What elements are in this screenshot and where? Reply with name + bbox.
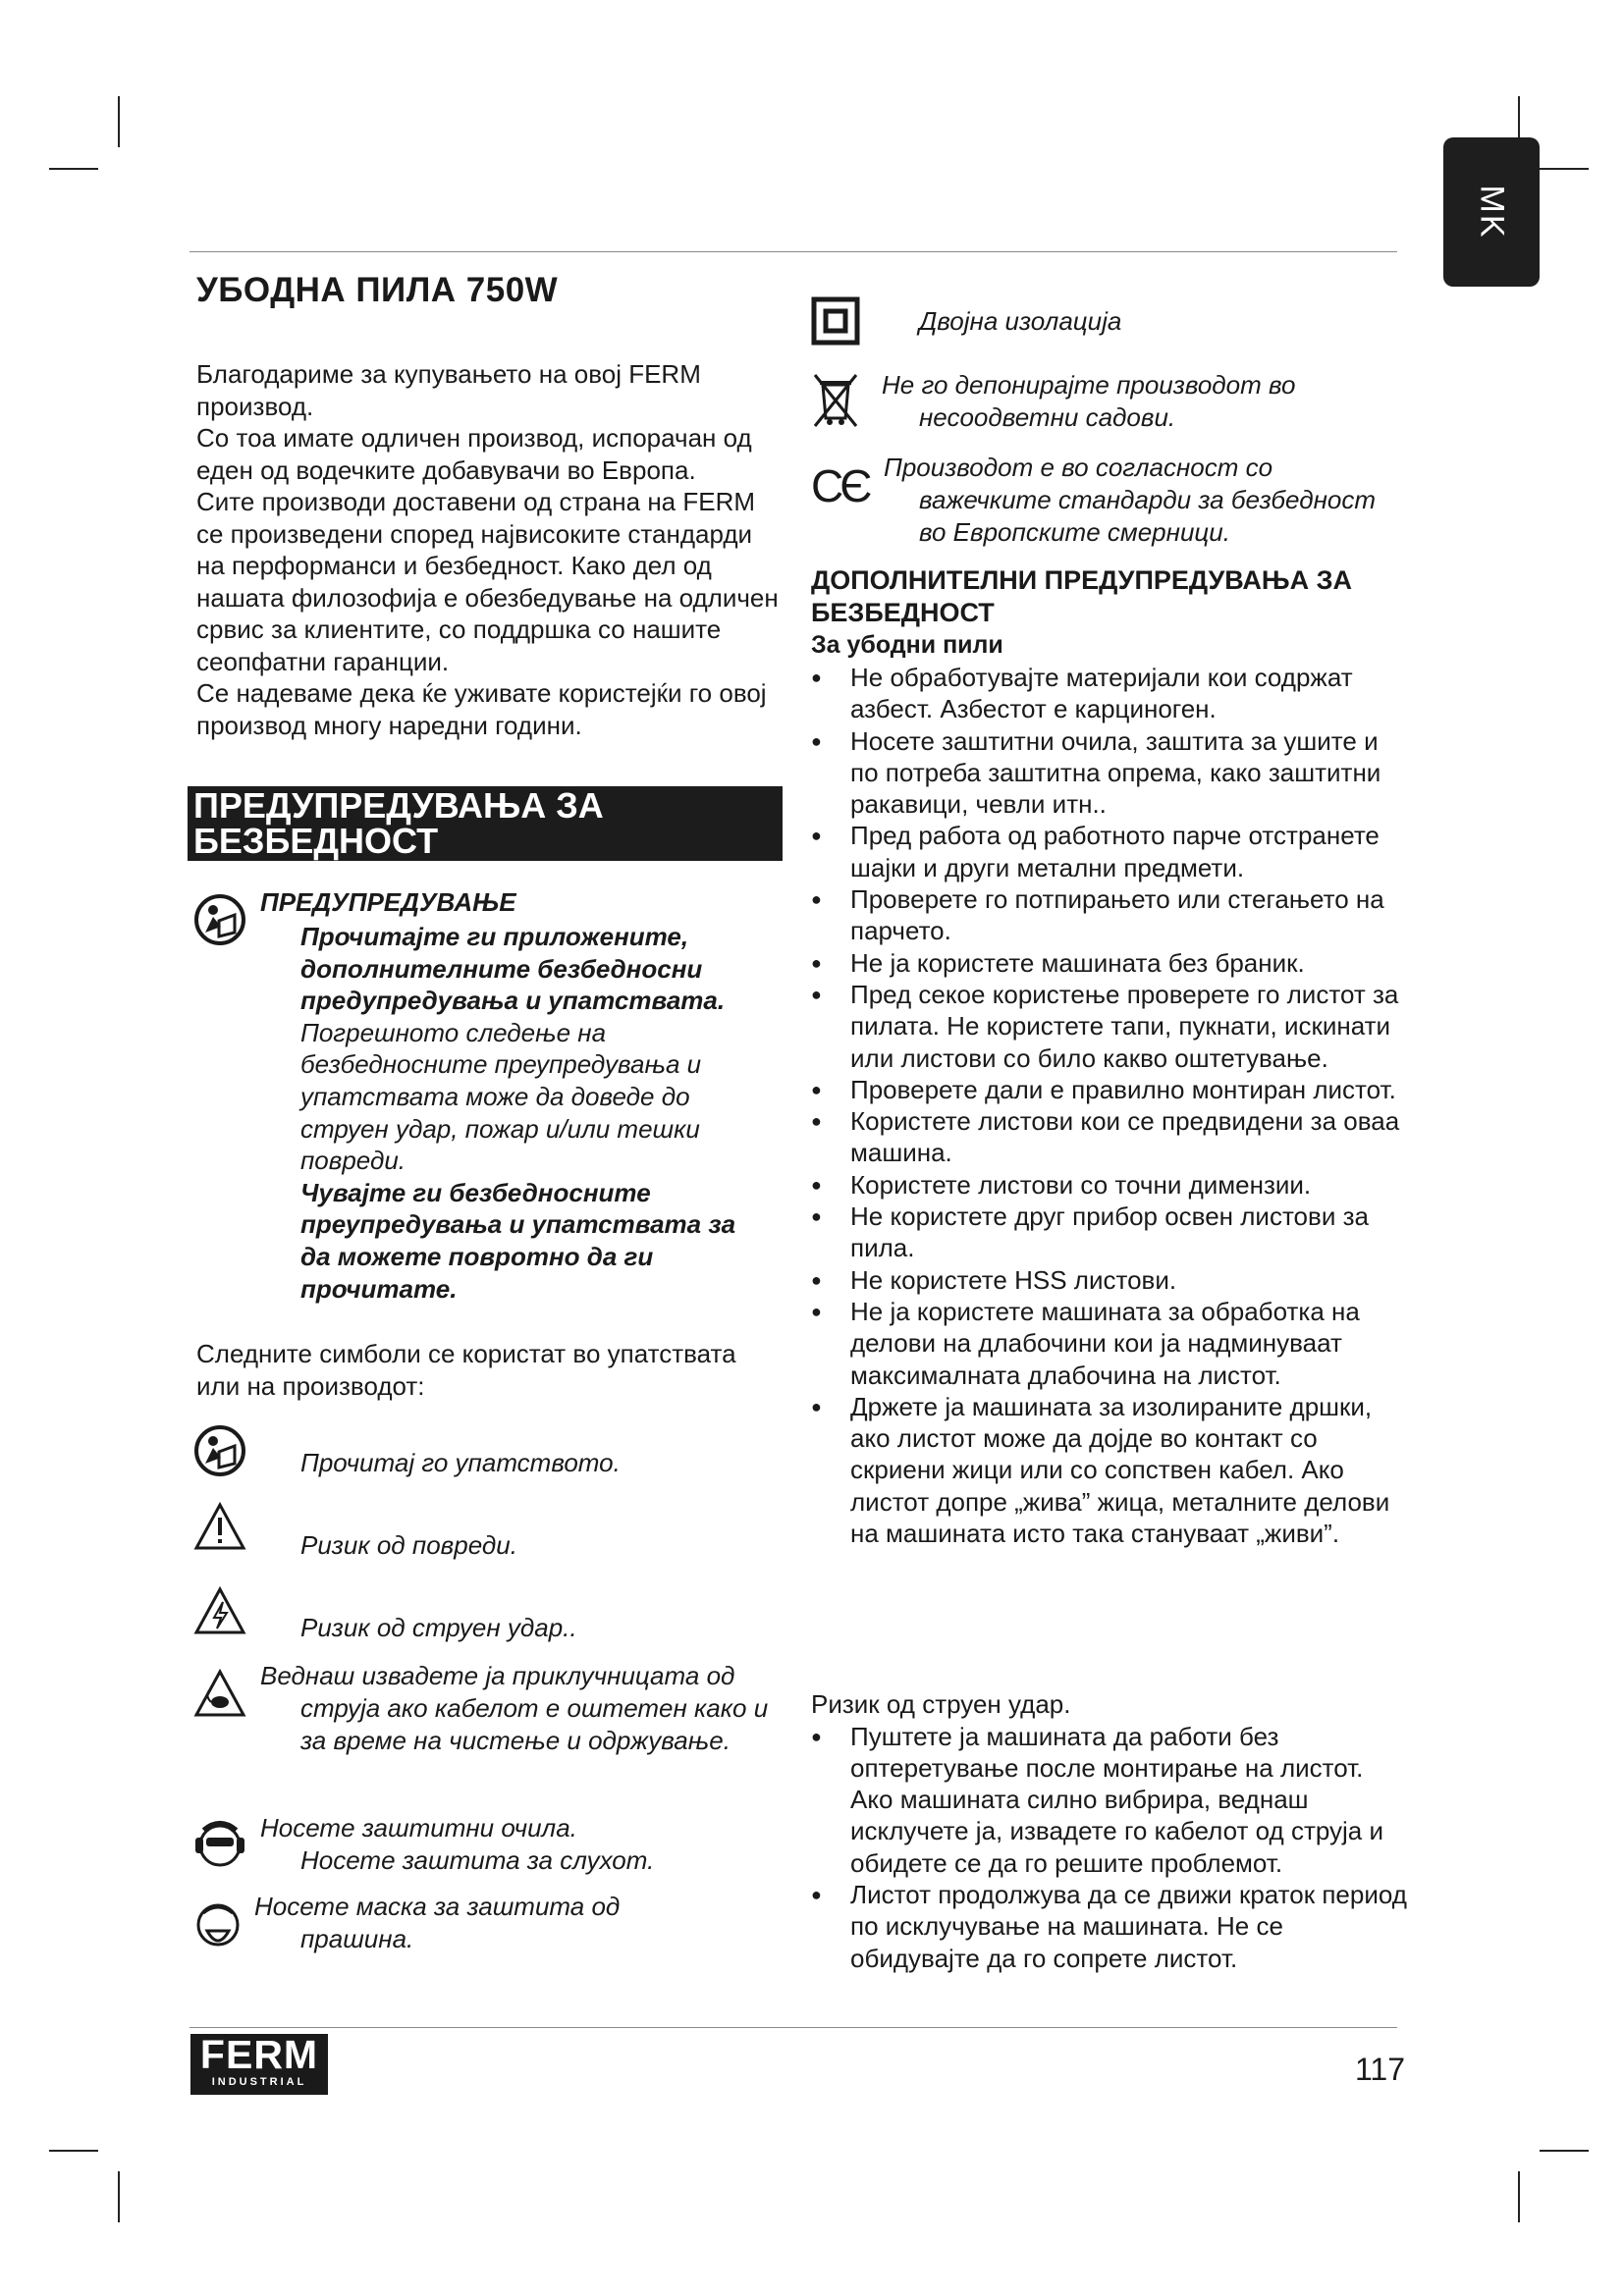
electric-shock-icon (193, 1586, 246, 1635)
list-item: ● Не ја користете машината без браник. (811, 947, 1410, 979)
warning-heading: ПРЕДУПРЕДУВАЊЕ (260, 887, 516, 917)
warning-consequence: Погрешното следење на безбедносните преупредувања и упатствата може да доведе до струен удар, пожар и/или тешки повреди. (300, 1017, 702, 1176)
header-rule (189, 251, 1397, 252)
page-number: 117 (1355, 2052, 1406, 2087)
crop-mark (49, 2150, 98, 2152)
jigsaw-warnings-list (811, 662, 1410, 1549)
additional-warnings (811, 564, 1410, 1549)
intro-paragraph: Сите производи доставени од страна на FERM се произведени според највисоките стандарди на перформанси и безбедност. Како дел од нашата филозофија е обезбедување на одличен срвис за клиентите, со поддршка со нашите сеопфатни гаранции. (196, 487, 779, 676)
unplug-icon (193, 1669, 246, 1718)
list-item: ● Не користете друг прибор освен листови за пила. (811, 1201, 1410, 1264)
additional-warnings-heading: ДОПОЛНИТЕЛНИ ПРЕДУПРЕДУВАЊА ЗА БЕЗБЕДНОСТ (811, 565, 1352, 627)
crop-mark (118, 2171, 120, 2222)
list-item: ● Користете листови со точни димензии. (811, 1169, 1410, 1201)
crop-mark (1540, 168, 1589, 170)
read-manual-icon (193, 893, 246, 946)
symbol-shock-label: Ризик од струен удар.. (300, 1613, 577, 1642)
shock-risk-heading: Ризик од струен удар. (811, 1689, 1071, 1719)
footer-rule (189, 2027, 1397, 2028)
list-item: ● Проверете го потпирањето или стегањето на парчето. (811, 883, 1410, 947)
symbol-ears-label: Носете заштита за слухот. (300, 1845, 655, 1875)
list-item: ● Пред секое користење проверете го листот за пилата. Не користете тапи, пукнати, искинати или листови со било какво оштетување. (811, 979, 1410, 1074)
shock-risk-section (811, 1688, 1410, 1974)
list-item: ● Не обработувајте материјали кои содржат азбест. Азбестот е карциноген. (811, 662, 1410, 725)
symbol-ce-label (884, 452, 1404, 549)
shock-risk-list (811, 1721, 1410, 1974)
jigsaw-subheading: За убодни пили (811, 631, 1003, 659)
dust-mask-icon (193, 1899, 243, 1954)
intro-text (196, 358, 785, 741)
symbol-unplug-text: Веднаш извадете ја приклучницата од струја ако кабелот е оштетен како и за време на чистење и одржување. (260, 1661, 769, 1755)
symbol-unplug-label (260, 1660, 771, 1757)
list-item: ● Носете заштитни очила, заштита за ушите и по потреба заштитна опрема, како заштитни ракавици, чевли итн.. (811, 725, 1410, 821)
warning-keep-instructions: Чувајте ги безбедносните преупредувања и упатствата за да можете повротно да ги прочитате. (300, 1177, 736, 1304)
warning-triangle-icon (193, 1502, 246, 1551)
goggles-ear-protection-icon (193, 1816, 246, 1871)
ferm-industrial-logo (190, 2034, 328, 2095)
symbol-mask-text: Носете маска за заштита од прашина. (254, 1892, 621, 1953)
double-insulation-icon (811, 296, 860, 346)
page-title: УБОДНА ПИЛА 750W (196, 271, 559, 309)
symbol-injury-label: Ризик од повреди. (300, 1530, 517, 1560)
read-manual-icon (193, 1424, 246, 1477)
logo-brand: FERM (199, 2032, 319, 2077)
warning-body (300, 921, 772, 1305)
symbol-read-label: Прочитај го упатството. (300, 1448, 621, 1477)
crop-mark (49, 168, 98, 170)
symbol-goggles-label: Носете заштитни очила. (260, 1813, 577, 1842)
banner-line: ПРЕДУПРЕДУВАЊА ЗА (193, 785, 604, 826)
weee-disposal-icon (811, 371, 860, 428)
list-item: ● Држете ја машината за изолираните дршки, ако листот може да дојде во контакт со скриени жици или со сопствен кабел. Ако листот допре „жива” жица, металните делови на машината исто така стануваат „живи”. (811, 1391, 1410, 1549)
safety-warnings-banner (188, 786, 783, 861)
intro-paragraph: Благодариме за купувањето на овој FERM производ. (196, 359, 701, 421)
ce-mark-icon: СЄ (811, 460, 869, 511)
symbols-intro: Следните симболи се користат во упатствата или на производот: (196, 1339, 736, 1401)
symbol-disposal-text: Не го депонирајте производот во несоодветни садови. (882, 370, 1296, 432)
list-item: ● Пред работа од работното парче отстранете шајки и други метални предмети. (811, 820, 1410, 883)
crop-mark (1518, 2171, 1520, 2222)
language-code: MK (1473, 185, 1511, 240)
crop-mark (1540, 2150, 1589, 2152)
intro-paragraph: Се надеваме дека ќе уживате користејќи го овој производ многу наредни години. (196, 678, 767, 740)
language-tab (1443, 137, 1540, 287)
list-item: ● Пуштете ја машината да работи без оптеретување после монтирање на листот. Ако машината силно вибрира, веднаш исклучете ја, извадете го кабелот од струја и обидете се да го решите проблемот. (811, 1721, 1410, 1879)
symbol-ce-text: Производот е во согласност со важечките стандарди за безбедност во Европските смерници. (884, 453, 1377, 547)
list-item: ● Листот продолжува да се движи краток период по исклучување на машината. Не се обидувајте да го сопрете листот. (811, 1879, 1410, 1974)
symbol-disposal-label (882, 369, 1333, 434)
list-item: ● Користете листови кои се предвидени за оваа машина. (811, 1105, 1410, 1169)
logo-sub: INDUSTRIAL (211, 2076, 307, 2088)
symbol-mask-label (254, 1891, 706, 1955)
list-item: ● Проверете дали е правилно монтиран листот. (811, 1074, 1410, 1105)
crop-mark (118, 96, 120, 147)
symbol-double-insulation-label: Двојна изолација (919, 306, 1122, 336)
list-item: ● Не користете HSS листови. (811, 1264, 1410, 1296)
list-item: ● Не ја користете машината за обработка на делови на длабочини кои ја надминуваат максималната длабочина на листот. (811, 1296, 1410, 1391)
warning-read-instructions: Прочитајте ги приложените, дополнителните безбедносни предупредувања и упатствата. (300, 922, 726, 1016)
banner-line: БЕЗБЕДНОСТ (193, 821, 439, 861)
intro-paragraph: Со тоа имате одличен производ, испорачан од еден од водечките добавувачи во Европа. (196, 423, 752, 485)
